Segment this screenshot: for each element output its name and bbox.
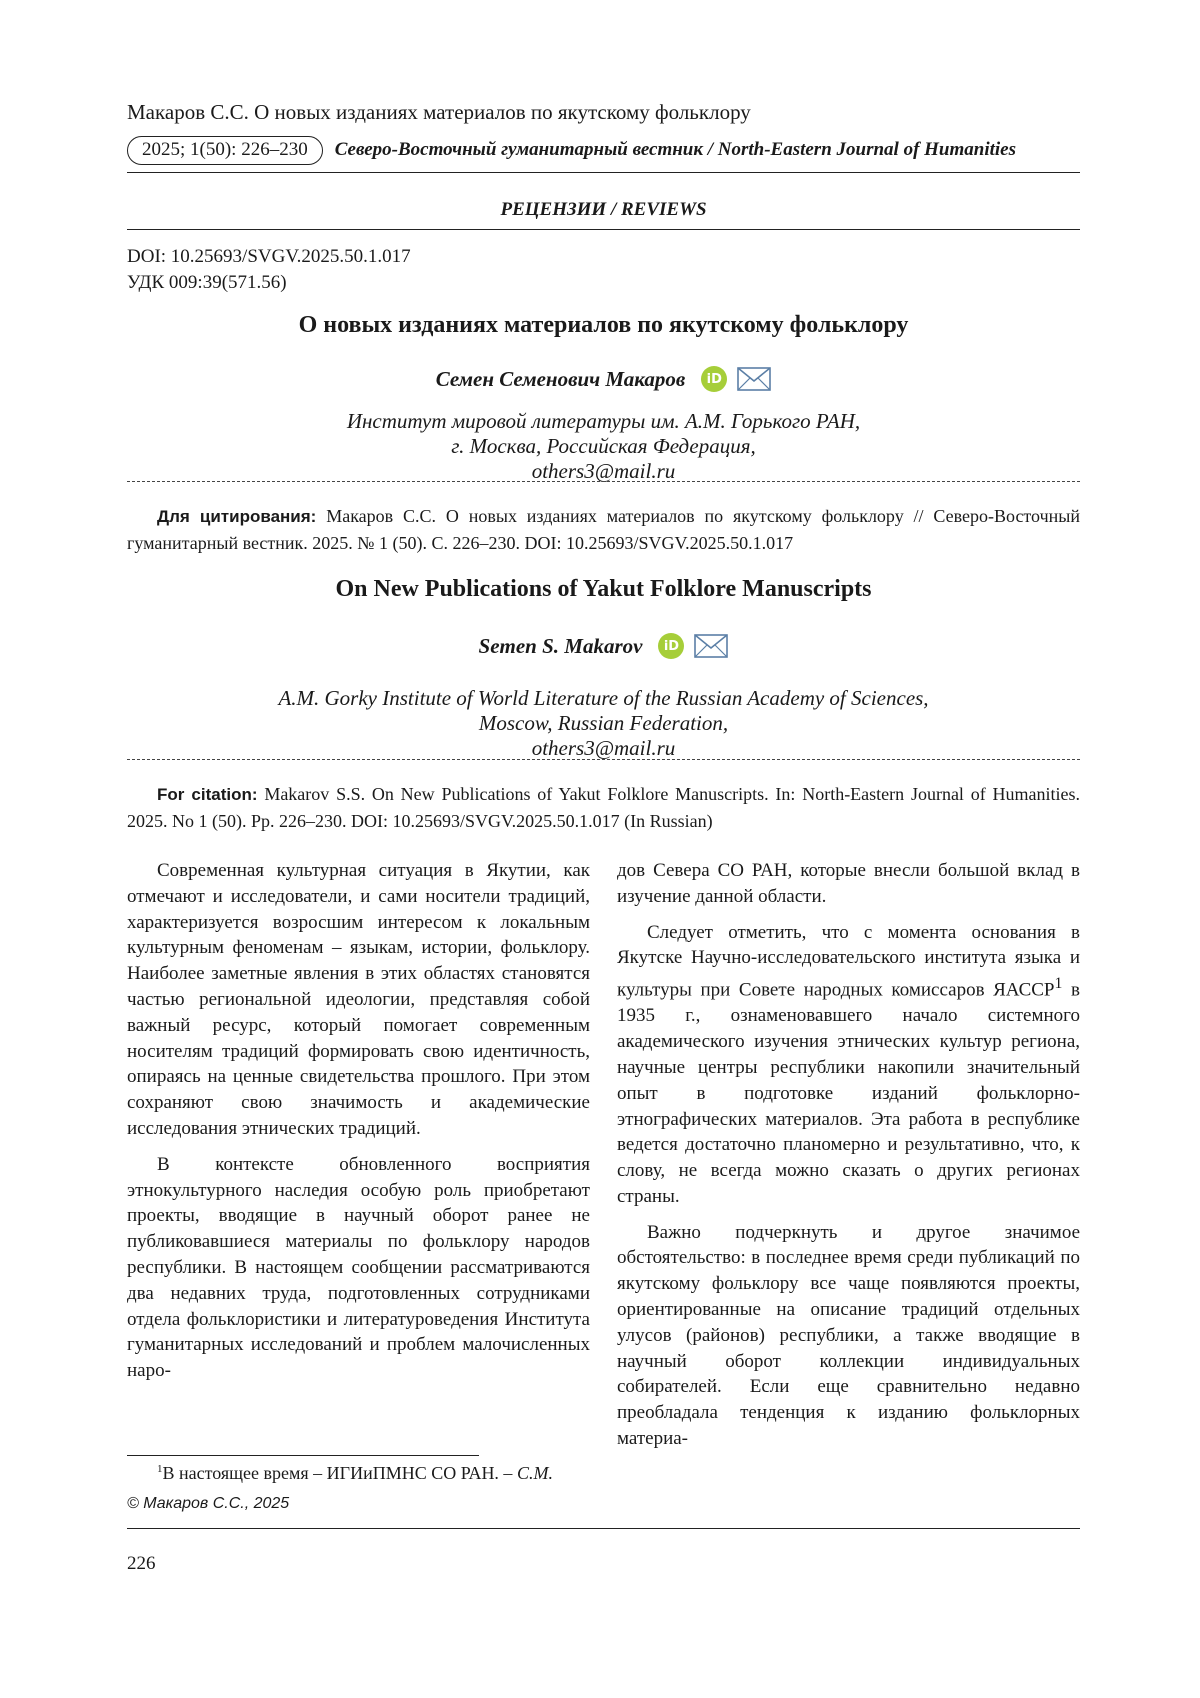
doi-line: DOI: 10.25693/SVGV.2025.50.1.017 (127, 246, 411, 267)
paragraph-part: Следует отметить, что с момента основания в Якутске Научно-исследовательского института языка и культуры при Совете народных комиссаров ЯАССР (617, 921, 1080, 1001)
paragraph: Современная культурная ситуация в Якутии, как отмечают и исследователи, и сами носители традиций, характеризуется возросшим интересом к локальным культурным феноменам – языкам, истории, фольклору. Наиболее заметные явления в этих областях становятся частью региональной идеологии, представляя собой важный ресурс, который помогает современным носителям традиций формировать свою идентичность, опираясь на ценные свидетельства прошлого. При этом сохраняют свою значимость и академические исследования этнических традиций. (127, 860, 590, 1139)
section-rule (127, 229, 1080, 230)
page-number: 226 (127, 1553, 156, 1574)
author-name-en: Semen S. Makarov (478, 633, 643, 658)
orcid-icon[interactable]: iD (701, 366, 727, 392)
affiliation-en (127, 686, 1080, 761)
affiliation-en-line1: A.M. Gorky Institute of World Literature of the Russian Academy of Sciences, (278, 686, 929, 710)
issue-header (127, 133, 1080, 167)
section-label: РЕЦЕНЗИИ / REVIEWS (500, 199, 707, 220)
paragraph: Важно подчеркнуть и другое значимое обстоятельство: в последнее время среди публикаций по якутскому фольклору все чаще появляются проекты, ориентированные на описание традиций отдельных улусов (районов) республики, а также вводящие в научный оборот коллекции индивидуальных собирателей. Если еще сравнительно недавно преобладала тенденция к изданию фольклорных материа- (617, 1221, 1080, 1450)
author-name-ru: Семен Семенович Макаров (435, 366, 686, 391)
affiliation-ru-line2: г. Москва, Российская Федерация, (451, 434, 756, 458)
footnote-initials: С.М. (516, 1463, 553, 1483)
footnote-text: В настоящее время – ИГИиПМНС СО РАН. – (162, 1463, 517, 1483)
footnote (127, 1463, 553, 1484)
citation-label-ru: Для цитирования: (157, 507, 317, 526)
email-icon[interactable] (694, 634, 728, 658)
footnote-rule (127, 1455, 479, 1456)
dashed-divider-en (127, 759, 1080, 760)
journal-name: Северо-Восточный гуманитарный вестник / North-Eastern Journal of Humanities (334, 139, 1017, 160)
citation-label-en: For citation: (157, 785, 258, 804)
paragraph: дов Севера СО РАН, которые внесли большой вклад в изучение данной области. (617, 860, 1080, 907)
issue-badge: 2025; 1(50): 226–230 (127, 136, 323, 165)
paragraph: В контексте обновленного восприятия этнокультурного наследия особую роль приобретают проекты, вводящие в научный оборот ранее не публиковавшиеся материалы по фольклору народов республики. В настоящем сообщении рассматриваются два недавних труда, подготовленных сотрудниками отдела фольклористики и литературоведения Института гуманитарных исследований и проблем малочисленных наро- (127, 1153, 590, 1382)
dashed-divider-ru (127, 481, 1080, 482)
copyright: © Макаров С.С., 2025 (127, 1495, 290, 1512)
paragraph-part: в 1935 г., ознаменовавшего начало системного академического изучения этнических культур региона, научные центры республики накопили значительный опыт в подготовке изданий фольклорно-этнографических материалов. Эта работа в республике ведется достаточно планомерно и результативно, что, к слову, не всегда можно сказать о других регионах страны. (617, 979, 1080, 1207)
orcid-icon[interactable]: iD (658, 633, 684, 659)
footer-rule (127, 1528, 1080, 1529)
email-icon[interactable] (737, 367, 771, 391)
header-rule (127, 172, 1080, 173)
footnote-number: 1 (157, 1463, 163, 1475)
udk-line: УДК 009:39(571.56) (127, 272, 287, 293)
affiliation-ru-line1: Институт мировой литературы им. А.М. Горького РАН, (346, 409, 861, 433)
paragraph (617, 920, 1080, 1210)
affiliation-ru (127, 409, 1080, 484)
citation-en (127, 781, 1080, 835)
email-ru[interactable]: others3@mail.ru (531, 459, 676, 483)
citation-text-en: Makarov S.S. On New Publications of Yakut Folklore Manuscripts. In: North-Eastern Journal of Humanities. 2025. No 1 (50). Pp. 226–230. DOI: 10.25693/SVGV.2025.50.1.017 (In Russian) (127, 784, 1080, 831)
body-column-left (127, 858, 590, 1384)
running-title: Макаров С.С. О новых изданиях материалов по якутскому фольклору (127, 100, 751, 124)
title-ru: О новых изданиях материалов по якутскому фольклору (298, 312, 909, 338)
citation-text-ru: Макаров С.С. О новых изданиях материалов по якутскому фольклору // Северо-Восточный гуманитарный вестник. 2025. № 1 (50). С. 226–230. DOI: 10.25693/SVGV.2025.50.1.017 (127, 506, 1081, 553)
author-en (127, 633, 1080, 659)
footnote-marker[interactable]: 1 (1054, 975, 1063, 993)
author-ru (127, 366, 1080, 392)
email-en[interactable]: others3@mail.ru (531, 736, 676, 760)
citation-ru (127, 503, 1080, 557)
title-en: On New Publications of Yakut Folklore Manuscripts (335, 576, 872, 602)
affiliation-en-line2: Moscow, Russian Federation, (478, 711, 729, 735)
body-column-right (617, 858, 1080, 1452)
